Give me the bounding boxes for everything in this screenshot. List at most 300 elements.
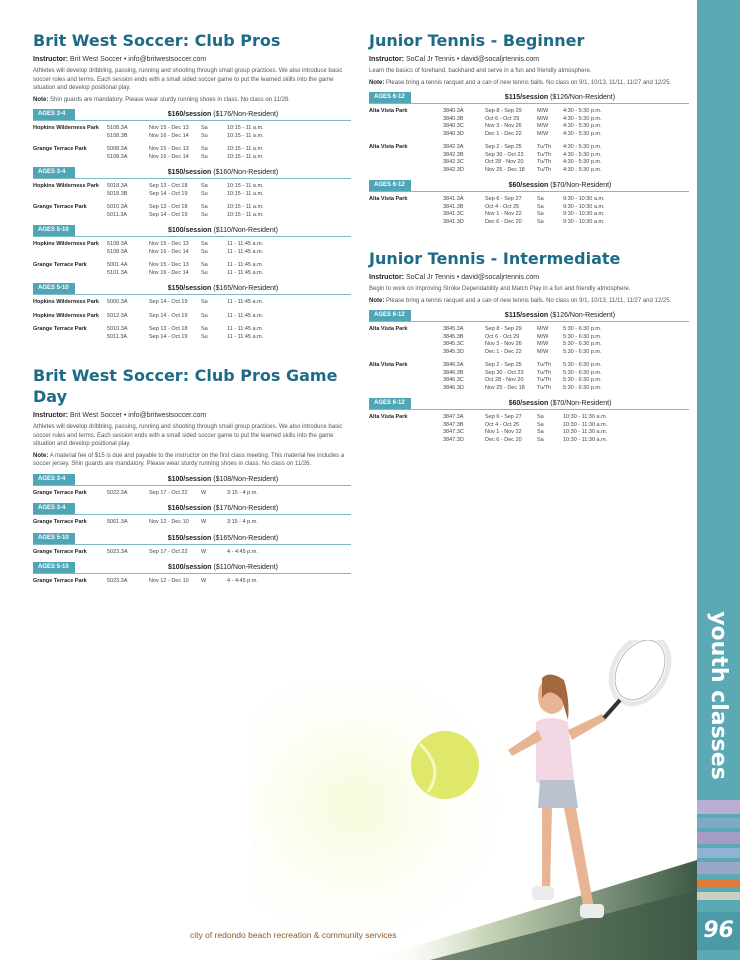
tennis-ball-icon: [411, 731, 479, 799]
schedule-row: [443, 429, 689, 437]
course-time: 10:15 - 11 a.m.: [227, 146, 264, 152]
course-day: Sa: [201, 262, 208, 268]
note-label: Note:: [369, 297, 385, 304]
schedule-row: [107, 249, 351, 257]
course-time: 4:30 - 5:30 p.m.: [563, 151, 602, 158]
location-name: Alta Vista Park: [369, 144, 408, 150]
schedule-rows: [107, 146, 351, 161]
schedule-row: [443, 385, 689, 393]
age-badge: AGES 3-4: [33, 474, 75, 485]
course-code: 3840.3C: [443, 123, 464, 129]
stripe-decoration: [697, 848, 740, 858]
note-label: Note:: [369, 79, 385, 86]
schedule-row: [443, 414, 689, 422]
schedule-rows: [443, 362, 689, 392]
course-time: 5:30 - 6:30 p.m.: [563, 333, 602, 340]
stripe-decoration: [697, 862, 740, 874]
age-price-bar: [369, 398, 689, 410]
course-code: 5108.3B: [107, 132, 128, 139]
price-line: [75, 505, 351, 512]
instructor-label: Instructor:: [369, 56, 404, 63]
section-description: Begin to work on improving Stroke Dependability and Match Play in a fun and friendly atmosphere.: [369, 286, 631, 292]
course-dates: Oct 4 - Oct 25: [485, 203, 520, 210]
course-time: 10:15 - 11 a.m.: [227, 190, 264, 197]
schedule-row: [443, 422, 689, 430]
course-day: Tu/Th: [537, 384, 552, 391]
course-day: Su: [201, 333, 208, 340]
course-day: Sa: [201, 125, 208, 131]
price-nonresident: ($160/Non-Resident): [213, 169, 279, 176]
course-code: 3846.3D: [443, 384, 464, 391]
course-dates: Sep 14 - Oct 19: [149, 333, 188, 340]
schedule-row: [443, 326, 689, 334]
course-code: 5010.3A: [107, 326, 128, 332]
schedule-row: [107, 183, 351, 191]
age-badge: AGES 6-12: [369, 180, 411, 191]
location-group: [33, 146, 351, 161]
location-name: Grange Terrace Park: [33, 326, 87, 332]
course-code: 3840.3A: [443, 108, 464, 114]
note-text: Please bring a tennis racquet and a can of new tennis balls. No class on 9/1, 10/13, 11/11, 11/27 and 12/25.: [386, 297, 672, 304]
class-blocks: [369, 310, 689, 444]
section-title: Brit West Soccer: Club Pros: [33, 31, 281, 50]
course-day: Sa: [537, 421, 544, 428]
age-badge: AGES 3-4: [33, 109, 75, 120]
section-note: [33, 96, 351, 105]
location-name: Grange Terrace Park: [33, 146, 87, 152]
course-dates: Sep 30 - Oct 23: [485, 369, 524, 376]
location-group: [369, 362, 689, 392]
course-day: Sa: [537, 211, 544, 217]
course-code: 3846.3B: [443, 369, 464, 376]
location-name: Grange Terrace Park: [33, 578, 87, 584]
section-description: Athletes will develop dribbling, passing, running and shooting through small group practices. We also introduce basic soccer rules and terms. Each session ends with a small sided soccer game to put the learned skills into the game situation and develop positional play.: [33, 424, 343, 447]
course-dates: Nov 16 - Dec 14: [149, 269, 189, 276]
course-dates: Sep 2 - Sep 25: [485, 144, 522, 150]
schedule-row: [443, 437, 689, 445]
age-price-bar: [33, 225, 351, 237]
schedule-row: [443, 152, 689, 160]
price-resident: $100/session: [167, 564, 212, 571]
age-price-bar: [369, 92, 689, 104]
price-nonresident: ($176/Non-Resident): [213, 111, 279, 118]
course-code: 3841.3B: [443, 203, 464, 210]
location-group: [33, 183, 351, 198]
instructor-line: [33, 411, 351, 421]
schedule-row: [443, 144, 689, 152]
course-code: 3841.3D: [443, 218, 464, 225]
age-price-bar: [33, 109, 351, 121]
section-description: Athletes will develop dribbling, passing, running and shooting through small group practices. We also introduce basic soccer rules and terms. Each session ends with a small sided soccer game to put the learned skills into the game situation and develop positional play.: [33, 68, 343, 91]
course-dates: Nov 25 - Dec 18: [485, 384, 525, 391]
price-nonresident: ($108/Non-Resident): [213, 475, 279, 483]
price-line: [75, 227, 351, 234]
course-code: 3846.3C: [443, 377, 464, 383]
schedule-rows: [443, 108, 689, 138]
section-note: [369, 79, 689, 88]
light-glow: [250, 680, 550, 960]
course-day: Su: [201, 211, 208, 218]
note-label: Note:: [33, 452, 49, 459]
instructor-label: Instructor:: [33, 412, 68, 419]
age-price-bar: [33, 283, 351, 295]
price-line: [75, 111, 351, 118]
price-resident: $160/session: [167, 505, 212, 512]
course-dates: Nov 3 - Nov 26: [485, 341, 522, 347]
age-price-bar: [33, 503, 351, 515]
instructor-value: SoCal Jr Tennis • david@socaljrtennis.com: [405, 274, 540, 281]
price-resident: $100/session: [167, 227, 212, 234]
course-code: 3847.3D: [443, 436, 464, 443]
course-day: Tu/Th: [537, 362, 552, 368]
course-code: 5023.3A: [107, 548, 128, 555]
section-tab-label: [697, 600, 740, 790]
schedule-rows: [107, 578, 351, 586]
schedule-rows: [107, 519, 351, 527]
tennis-racket-icon: [599, 640, 680, 718]
location-name: Alta Vista Park: [369, 108, 408, 114]
note-text: A material fee of $15 is due and payable to the instructor on the first class meeting. This material fee includes a soccer jersey. Shin guards are mandatory. Please wear sturdy running shoes in class. No class on 11/26.: [33, 452, 345, 467]
footer-text: city of redondo beach recreation & community services: [190, 930, 397, 940]
schedule-row: [443, 131, 689, 139]
course-code: 3840.3B: [443, 115, 464, 122]
course-dates: Nov 3 - Nov 26: [485, 123, 522, 129]
right-column: [369, 30, 689, 450]
location-group: [369, 196, 689, 226]
location-group: [33, 262, 351, 277]
course-dates: Oct 6 - Oct 29: [485, 115, 520, 122]
schedule-rows: [107, 241, 351, 256]
age-badge: AGES 3-4: [33, 503, 75, 514]
course-code: 3842.3A: [443, 144, 464, 150]
location-group: [33, 519, 351, 527]
schedule-row: [107, 578, 351, 586]
schedule-rows: [107, 204, 351, 219]
price-nonresident: ($110/Non-Resident): [213, 227, 278, 234]
price-resident: $150/session: [167, 169, 212, 176]
course-time: 10:30 - 11:30 a.m.: [563, 414, 608, 420]
price-line: [75, 535, 351, 542]
course-code: 5108.3A: [107, 248, 128, 255]
class-blocks: [33, 474, 351, 586]
tennis-intermediate-section: [369, 248, 689, 444]
schedule-rows: [107, 326, 351, 341]
location-group: [33, 125, 351, 140]
price-resident: $115/session: [504, 94, 549, 101]
course-time: 11 - 11:45 a.m.: [227, 312, 264, 319]
course-dates: Nov 25 - Dec 18: [485, 166, 525, 173]
course-time: 4:30 - 5:30 p.m.: [563, 130, 602, 137]
location-group: [369, 108, 689, 138]
schedule-row: [107, 154, 351, 162]
course-day: Sa: [201, 183, 208, 189]
schedule-row: [107, 191, 351, 199]
price-nonresident: ($110/Non-Resident): [213, 564, 278, 571]
course-dates: Sep 2 - Sep 25: [485, 362, 522, 368]
note-text: Please bring a tennis racquet and a can of new tennis balls. No class on 9/1, 10/13, 11/11, 11/27 and 12/25.: [386, 79, 672, 86]
course-dates: Nov 1 - Nov 22: [485, 429, 522, 435]
course-dates: Dec 6 - Dec 20: [485, 218, 522, 225]
schedule-row: [107, 313, 351, 321]
course-time: 5:30 - 6:30 p.m.: [563, 326, 602, 332]
course-dates: Nov 12 - Dec 10: [149, 519, 189, 525]
location-group: [33, 313, 351, 321]
course-time: 11 - 11:45 a.m.: [227, 299, 264, 305]
course-day: M/W: [537, 123, 549, 129]
age-price-bar: [33, 474, 351, 486]
age-price-bar: [369, 180, 689, 192]
schedule-row: [107, 262, 351, 270]
course-time: 3:15 - 4 p.m.: [227, 519, 258, 525]
schedule-row: [107, 299, 351, 307]
course-time: 10:15 - 11 a.m.: [227, 183, 264, 189]
note-label: Note:: [33, 96, 49, 103]
price-resident: $60/session: [508, 182, 549, 189]
location-name: Grange Terrace Park: [33, 262, 87, 268]
course-dates: Sep 8 - Sep 29: [485, 108, 522, 114]
course-code: 5018.3B: [107, 190, 128, 197]
course-dates: Nov 16 - Dec 14: [149, 153, 189, 160]
price-line: [75, 564, 351, 571]
course-code: 3841.3A: [443, 196, 464, 202]
course-dates: Nov 15 - Dec 13: [149, 262, 189, 268]
course-day: M/W: [537, 341, 549, 347]
section-title: Junior Tennis - Intermediate: [369, 249, 621, 268]
schedule-rows: [107, 262, 351, 277]
soccer-club-pros-section: [33, 30, 351, 341]
instructor-value: Brit West Soccer • info@britwestsoccer.com: [69, 56, 207, 63]
schedule-row: [107, 270, 351, 278]
schedule-row: [107, 519, 351, 527]
course-dates: Nov 15 - Dec 13: [149, 241, 189, 247]
course-day: Su: [201, 248, 208, 255]
course-dates: Nov 15 - Dec 13: [149, 125, 189, 131]
course-time: 9:30 - 10:30 a.m.: [563, 196, 605, 202]
location-name: Grange Terrace Park: [33, 519, 87, 525]
course-dates: Nov 16 - Dec 14: [149, 248, 189, 255]
course-dates: Dec 6 - Dec 20: [485, 436, 522, 443]
location-group: [33, 578, 351, 586]
schedule-row: [443, 159, 689, 167]
schedule-row: [443, 167, 689, 175]
course-code: 3842.3B: [443, 151, 464, 158]
instructor-label: Instructor:: [33, 56, 68, 63]
price-line: [411, 312, 689, 319]
course-time: 11 - 11:45 a.m.: [227, 269, 264, 276]
course-time: 5:30 - 6:30 p.m.: [563, 362, 602, 368]
location-name: Grange Terrace Park: [33, 548, 87, 555]
course-day: Sa: [201, 241, 208, 247]
schedule-row: [443, 377, 689, 385]
course-time: 5:30 - 6:30 p.m.: [563, 369, 602, 376]
course-day: Tu/Th: [537, 377, 552, 383]
location-name: Alta Vista Park: [369, 414, 408, 420]
course-day: W: [201, 578, 207, 584]
course-dates: Oct 6 - Oct 29: [485, 333, 520, 340]
schedule-row: [107, 549, 351, 557]
location-name: Hopkins Wilderness Park: [33, 299, 99, 305]
price-resident: $150/session: [167, 534, 212, 542]
schedule-row: [107, 490, 351, 498]
schedule-row: [443, 123, 689, 131]
instructor-value: SoCal Jr Tennis • david@socaljrtennis.com: [405, 56, 540, 63]
course-day: Sa: [201, 299, 208, 305]
class-blocks: [369, 92, 689, 226]
course-day: Su: [201, 312, 208, 319]
course-dates: Oct 4 - Oct 25: [485, 421, 520, 428]
age-badge: AGES 6-12: [369, 310, 411, 321]
location-name: Hopkins Wilderness Park: [33, 183, 99, 189]
age-price-bar: [33, 167, 351, 179]
schedule-row: [443, 334, 689, 342]
schedule-rows: [107, 313, 351, 321]
course-day: Su: [201, 153, 208, 160]
schedule-row: [443, 196, 689, 204]
course-time: 4:30 - 5:30 p.m.: [563, 108, 602, 114]
course-day: M/W: [537, 333, 549, 340]
course-code: 5008.3A: [107, 146, 128, 152]
course-time: 11 - 11:45 a.m.: [227, 248, 264, 255]
instructor-label: Instructor:: [369, 274, 404, 281]
instructor-line: [369, 273, 689, 283]
course-code: 5022.3A: [107, 489, 128, 496]
course-time: 5:30 - 6:30 p.m.: [563, 377, 602, 383]
course-code: 3841.3C: [443, 211, 464, 217]
schedule-row: [107, 146, 351, 154]
course-dates: Nov 15 - Dec 13: [149, 146, 189, 152]
course-dates: Oct 28 - Nov 20: [485, 159, 524, 165]
schedule-rows: [107, 299, 351, 307]
age-price-bar: [33, 533, 351, 545]
course-day: W: [201, 489, 207, 496]
course-code: 5108.3A: [107, 241, 128, 247]
course-dates: Sep 17 - Oct 22: [149, 489, 188, 496]
course-day: Su: [201, 190, 208, 197]
age-badge: AGES 6-12: [369, 92, 411, 103]
schedule-row: [107, 326, 351, 334]
course-time: 10:30 - 11:30 a.m.: [563, 421, 608, 428]
course-dates: Nov 16 - Dec 14: [149, 132, 189, 139]
course-code: 3845.3A: [443, 326, 464, 332]
course-time: 9:30 - 10:30 a.m.: [563, 203, 605, 210]
section-title: Junior Tennis - Beginner: [369, 31, 585, 50]
course-dates: Nov 12 - Dec 10: [149, 578, 189, 584]
location-group: [369, 414, 689, 444]
location-name: Grange Terrace Park: [33, 204, 87, 210]
stripe-decoration: [697, 800, 740, 814]
price-resident: $100/session: [167, 475, 212, 483]
schedule-row: [443, 349, 689, 357]
price-line: [75, 169, 351, 176]
course-time: 4:30 - 5:30 p.m.: [563, 115, 602, 122]
course-time: 11 - 11:45 a.m.: [227, 262, 264, 268]
course-dates: Sep 14 - Oct 19: [149, 312, 188, 319]
section-description: Learn the basics of forehand, backhand and serve in a fun and friendly atmosphere.: [369, 68, 592, 74]
course-code: 3840.3D: [443, 130, 464, 137]
price-line: [411, 182, 689, 189]
price-nonresident: ($70/Non-Resident): [550, 400, 612, 407]
price-nonresident: ($126/Non-Resident): [550, 312, 616, 319]
age-badge: AGES 5-10: [33, 533, 75, 544]
location-group: [33, 549, 351, 557]
course-day: Sa: [537, 429, 544, 435]
course-day: Tu/Th: [537, 151, 552, 158]
course-day: Sa: [201, 146, 208, 152]
course-dates: Dec 1 - Dec 22: [485, 348, 522, 355]
tennis-player-photo: [250, 640, 697, 960]
course-dates: Sep 14 - Oct 19: [149, 211, 188, 218]
location-group: [33, 204, 351, 219]
course-time: 4:30 - 5:30 p.m.: [563, 144, 602, 150]
course-day: Tu/Th: [537, 166, 552, 173]
schedule-rows: [107, 549, 351, 557]
schedule-row: [443, 370, 689, 378]
course-day: Su: [201, 269, 208, 276]
schedule-row: [443, 204, 689, 212]
course-code: 5011.3A: [107, 333, 128, 340]
age-badge: AGES 5-10: [33, 562, 75, 573]
course-code: 5011.3A: [107, 211, 128, 218]
course-time: 10:15 - 11 a.m.: [227, 132, 264, 139]
course-dates: Sep 13 - Oct 18: [149, 326, 188, 332]
course-time: 4:30 - 5:30 p.m.: [563, 166, 602, 173]
schedule-rows: [107, 490, 351, 498]
age-price-bar: [33, 562, 351, 574]
location-name: Hopkins Wilderness Park: [33, 312, 99, 319]
stripe-decoration: [697, 892, 740, 900]
course-day: M/W: [537, 348, 549, 355]
schedule-row: [107, 334, 351, 342]
price-resident: $115/session: [504, 312, 549, 319]
course-time: 11 - 11:45 a.m.: [227, 241, 264, 247]
stripe-decoration: [697, 818, 740, 828]
course-dates: Sep 14 - Oct 19: [149, 299, 188, 305]
course-dates: Sep 8 - Sep 29: [485, 326, 522, 332]
class-blocks: [33, 109, 351, 341]
course-day: Sa: [537, 203, 544, 210]
instructor-line: [33, 55, 351, 65]
side-label-text: youth classes: [706, 610, 731, 780]
left-column: [33, 30, 351, 592]
age-badge: AGES 5-10: [33, 225, 75, 236]
price-resident: $60/session: [508, 400, 549, 407]
tennis-beginner-section: [369, 30, 689, 226]
course-day: M/W: [537, 108, 549, 114]
course-day: Sa: [537, 218, 544, 225]
course-day: W: [201, 548, 207, 555]
location-name: Alta Vista Park: [369, 326, 408, 332]
age-badge: AGES 6-12: [369, 398, 411, 409]
schedule-row: [443, 116, 689, 124]
course-code: 5001.4A: [107, 262, 128, 268]
course-day: Su: [201, 132, 208, 139]
course-code: 5012.3A: [107, 312, 128, 319]
price-nonresident: ($165/Non-Resident): [213, 534, 279, 542]
location-name: Grange Terrace Park: [33, 489, 87, 496]
location-name: Alta Vista Park: [369, 362, 408, 368]
course-time: 9:30 - 10:30 a.m.: [563, 211, 605, 217]
age-badge: AGES 3-4: [33, 167, 75, 178]
course-day: Sa: [537, 436, 544, 443]
course-code: 5000.3A: [107, 299, 128, 305]
price-nonresident: ($165/Non-Resident): [213, 285, 279, 292]
course-dates: Sep 17 - Oct 22: [149, 548, 188, 555]
price-nonresident: ($126/Non-Resident): [550, 94, 616, 101]
schedule-rows: [443, 196, 689, 226]
schedule-row: [107, 125, 351, 133]
course-time: 4 - 4:45 p.m.: [227, 548, 258, 555]
price-resident: $150/session: [167, 285, 212, 292]
